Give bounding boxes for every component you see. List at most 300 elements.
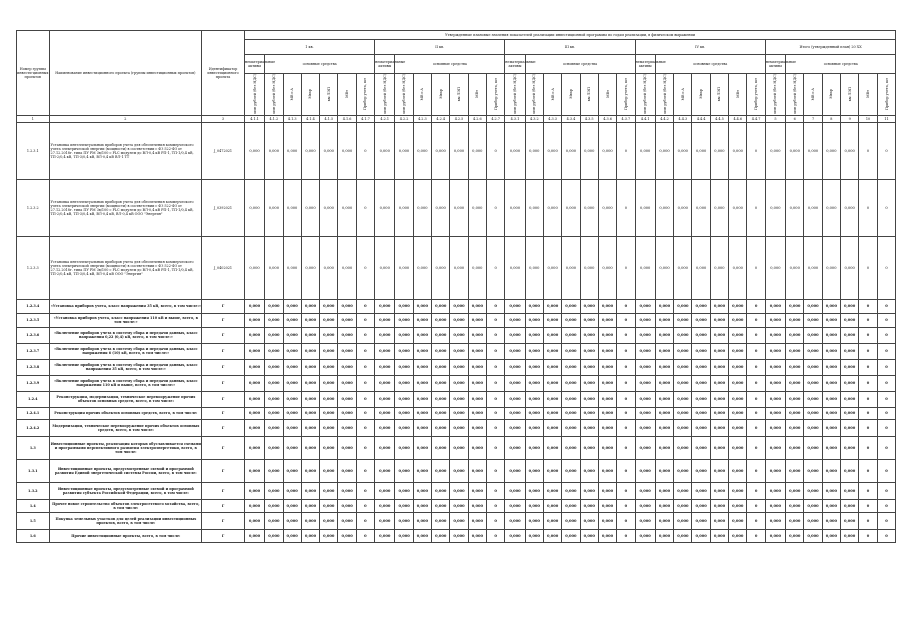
row-value: 0 <box>859 482 877 499</box>
row-value: 0,000 <box>562 343 580 359</box>
row-project-name: Инвестиционные проекты, реализация которых обуславливается схемами и программами перспективного развития электроэнергетики, всего, в том числе: <box>49 436 202 459</box>
row-value: 0,000 <box>692 375 710 391</box>
row-value: 0,000 <box>450 375 468 391</box>
row-value: 0,000 <box>413 407 431 419</box>
row-value: 0,000 <box>786 299 804 313</box>
group-os-5: основные средства <box>786 55 896 74</box>
row-value: 0 <box>617 236 635 299</box>
row-value: 0,000 <box>786 459 804 482</box>
row-value: 0,000 <box>562 512 580 529</box>
row-project-id: Г <box>202 327 245 343</box>
row-value: 0,000 <box>244 359 264 375</box>
row-value: 0,000 <box>468 179 486 236</box>
row-value: 0,000 <box>822 407 840 419</box>
table-row <box>17 313 896 327</box>
row-value: 0,000 <box>450 122 468 179</box>
row-value: 0,000 <box>635 375 655 391</box>
row-value: 0,000 <box>635 419 655 436</box>
row-value: 0 <box>486 482 504 499</box>
row-value: 0,000 <box>841 391 859 407</box>
row-value: 0,000 <box>450 419 468 436</box>
row-value: 0 <box>617 313 635 327</box>
row-value: 0,000 <box>244 459 264 482</box>
row-value: 0,000 <box>580 299 598 313</box>
row-value: 0,000 <box>598 236 616 299</box>
row-value: 0,000 <box>804 313 822 327</box>
col-number: 3 <box>202 115 245 122</box>
row-value: 0,000 <box>822 313 840 327</box>
row-value: 0 <box>859 179 877 236</box>
col-number: 4.1.7 <box>356 115 374 122</box>
row-value: 0,000 <box>413 299 431 313</box>
row-value: 0,000 <box>413 529 431 542</box>
row-value: 0 <box>859 359 877 375</box>
row-value: 0,000 <box>413 179 431 236</box>
row-value: 0,000 <box>413 327 431 343</box>
col-number: 4.2.4 <box>432 115 450 122</box>
sub-label-1-3-text: МВ×А <box>290 87 295 101</box>
row-value: 0,000 <box>375 482 395 499</box>
sub-label-2-7 <box>486 74 504 116</box>
row-value: 0 <box>356 436 374 459</box>
row-value: 0,000 <box>301 407 319 419</box>
sub-label-2-6-text: МВт <box>475 89 480 98</box>
row-value: 0,000 <box>692 499 710 512</box>
row-value: 0,000 <box>525 179 543 236</box>
row-value: 0,000 <box>283 436 301 459</box>
row-value: 0,000 <box>804 343 822 359</box>
row-value: 0,000 <box>580 236 598 299</box>
row-value: 0,000 <box>244 122 264 179</box>
row-number: 1.3 <box>17 436 50 459</box>
row-value: 0,000 <box>580 512 598 529</box>
row-value: 0 <box>747 122 765 179</box>
row-value: 0,000 <box>450 343 468 359</box>
row-value: 0,000 <box>301 512 319 529</box>
row-value: 0,000 <box>543 436 561 459</box>
row-value: 0,000 <box>432 459 450 482</box>
row-value: 0 <box>877 482 896 499</box>
row-value: 0,000 <box>450 529 468 542</box>
row-value: 0,000 <box>804 512 822 529</box>
row-value: 0,000 <box>729 529 747 542</box>
sub-label-3-4 <box>562 74 580 116</box>
row-value: 0,000 <box>395 499 413 512</box>
row-value: 0,000 <box>450 499 468 512</box>
row-number: 1.2.3.4 <box>17 299 50 313</box>
row-value: 0,000 <box>786 327 804 343</box>
row-value: 0,000 <box>692 512 710 529</box>
row-value: 0 <box>617 179 635 236</box>
row-value: 0,000 <box>729 327 747 343</box>
sub-label-2-3-text: МВ×А <box>420 87 425 101</box>
row-value: 0,000 <box>598 327 616 343</box>
row-value: 0,000 <box>244 375 264 391</box>
row-value: 0,000 <box>729 512 747 529</box>
row-value: 0 <box>617 359 635 375</box>
col-number: 4.4.4 <box>692 115 710 122</box>
row-value: 0,000 <box>265 459 283 482</box>
row-value: 0,000 <box>244 419 264 436</box>
row-project-name: Установка интеллектуальных приборов учета для обеспечения коммерческого учета электрической энергии (мощности) в соответствии с ФЗ 522-ФЗ от 27.12.2018г. типа ПУ РМ 3в/100 с PLC модулем до ВЛ-0,4 кВ РП-1, ТП-1/0,4 кВ, ТП-2/0,4 кВ, ТП-3/0,4 кВ, ВЛ-0,4 кВ ООО "Энергия" <box>49 236 202 299</box>
row-value: 0 <box>859 499 877 512</box>
row-project-id: Г <box>202 343 245 359</box>
sub-label-2-2-text: млн рублей (без НДС) <box>402 74 407 114</box>
row-value: 0,000 <box>244 236 264 299</box>
col-number: 11 <box>877 115 896 122</box>
row-value: 0 <box>747 407 765 419</box>
row-value: 0,000 <box>635 459 655 482</box>
sub-label-4-1 <box>635 74 655 116</box>
row-value: 0,000 <box>468 407 486 419</box>
table-body <box>17 122 896 542</box>
period-2: II кв. <box>375 40 505 55</box>
row-project-id: Г <box>202 313 245 327</box>
row-value: 0,000 <box>338 236 356 299</box>
row-value: 0,000 <box>786 179 804 236</box>
col-number: 6 <box>786 115 804 122</box>
row-value: 0,000 <box>655 391 673 407</box>
row-value: 0,000 <box>468 375 486 391</box>
row-value: 0 <box>747 529 765 542</box>
row-value: 0 <box>356 459 374 482</box>
row-value: 0,000 <box>822 327 840 343</box>
row-value: 0 <box>747 359 765 375</box>
sub-label-5-5 <box>841 74 859 116</box>
row-value: 0,000 <box>338 436 356 459</box>
row-value: 0,000 <box>543 499 561 512</box>
row-value: 0,000 <box>244 299 264 313</box>
row-value: 0,000 <box>580 327 598 343</box>
row-value: 0,000 <box>468 236 486 299</box>
row-value: 0 <box>617 529 635 542</box>
group-os-4: основные средства <box>655 55 765 74</box>
row-value: 0,000 <box>468 122 486 179</box>
row-value: 0,000 <box>655 327 673 343</box>
row-value: 0 <box>486 529 504 542</box>
sub-label-3-7 <box>617 74 635 116</box>
row-value: 0,000 <box>338 482 356 499</box>
row-value: 0,000 <box>375 179 395 236</box>
row-value: 0,000 <box>635 436 655 459</box>
row-value: 0,000 <box>841 313 859 327</box>
row-value: 0,000 <box>395 236 413 299</box>
row-value: 0,000 <box>283 419 301 436</box>
row-value: 0 <box>617 299 635 313</box>
row-value: 0,000 <box>468 299 486 313</box>
row-value: 0,000 <box>710 313 728 327</box>
row-value: 0,000 <box>265 122 283 179</box>
row-value: 0,000 <box>395 327 413 343</box>
row-value: 0,000 <box>468 459 486 482</box>
row-value: 0,000 <box>804 391 822 407</box>
row-value: 0,000 <box>450 327 468 343</box>
row-project-name: «Включение приборов учета в систему сбора и передачи данных, класс напряжения 0,22 (0,4) кВ, всего, в том числе:» <box>49 327 202 343</box>
sub-label-1-5 <box>320 74 338 116</box>
row-value: 0 <box>747 343 765 359</box>
table-row <box>17 299 896 313</box>
row-value: 0 <box>356 299 374 313</box>
row-value: 0,000 <box>265 313 283 327</box>
row-project-name: Реконструкция прочих объектов основных средств, всего, в том числе: <box>49 407 202 419</box>
row-value: 0,000 <box>375 419 395 436</box>
row-value: 0,000 <box>320 343 338 359</box>
row-value: 0 <box>747 179 765 236</box>
row-value: 0,000 <box>413 313 431 327</box>
row-value: 0,000 <box>525 299 543 313</box>
row-project-id: J_0392021 <box>202 179 245 236</box>
row-value: 0,000 <box>580 407 598 419</box>
row-value: 0,000 <box>841 436 859 459</box>
row-number: 1.2.4.2 <box>17 419 50 436</box>
row-value: 0,000 <box>765 482 785 499</box>
row-value: 0,000 <box>338 407 356 419</box>
sub-label-4-4 <box>692 74 710 116</box>
row-value: 0 <box>486 512 504 529</box>
row-value: 0,000 <box>655 499 673 512</box>
row-project-id: Г <box>202 529 245 542</box>
row-value: 0,000 <box>674 343 692 359</box>
sub-label-4-7 <box>747 74 765 116</box>
row-value: 0,000 <box>505 499 525 512</box>
row-value: 0,000 <box>320 375 338 391</box>
row-project-name: Инвестиционные проекты, предусмотренные схемой и программой развития Единой энергетической системы России, всего, в том числе: <box>49 459 202 482</box>
col-number: 8 <box>822 115 840 122</box>
row-value: 0,000 <box>265 407 283 419</box>
row-value: 0,000 <box>674 391 692 407</box>
row-value: 0,000 <box>543 313 561 327</box>
row-value: 0,000 <box>244 179 264 236</box>
col-project-name: Наименование инвестиционного проекта (группы инвестиционных проектов) <box>49 31 202 116</box>
row-value: 0,000 <box>450 313 468 327</box>
row-value: 0,000 <box>505 459 525 482</box>
row-value: 0,000 <box>413 436 431 459</box>
row-value: 0 <box>877 512 896 529</box>
row-value: 0,000 <box>674 313 692 327</box>
row-value: 0,000 <box>395 375 413 391</box>
row-value: 0,000 <box>265 236 283 299</box>
row-value: 0,000 <box>692 236 710 299</box>
row-value: 0,000 <box>598 529 616 542</box>
row-value: 0 <box>486 436 504 459</box>
row-project-name: Модернизация, техническое перевооружение прочих объектов основных средств, всего, в том числе: <box>49 419 202 436</box>
row-value: 0,000 <box>320 436 338 459</box>
row-value: 0,000 <box>635 407 655 419</box>
sub-label-4-2-text: млн рублей (без НДС) <box>662 74 667 114</box>
row-value: 0,000 <box>432 419 450 436</box>
row-value: 0,000 <box>320 407 338 419</box>
row-value: 0,000 <box>468 391 486 407</box>
row-value: 0,000 <box>320 391 338 407</box>
row-value: 0,000 <box>674 512 692 529</box>
row-value: 0,000 <box>692 299 710 313</box>
sub-label-3-2-text: млн рублей (без НДС) <box>532 74 537 114</box>
row-value: 0,000 <box>320 327 338 343</box>
row-value: 0,000 <box>765 529 785 542</box>
sub-label-1-4-text: Мвар <box>308 89 313 99</box>
row-value: 0,000 <box>580 343 598 359</box>
row-value: 0,000 <box>841 419 859 436</box>
row-value: 0,000 <box>822 529 840 542</box>
row-value: 0 <box>877 436 896 459</box>
row-value: 0,000 <box>244 391 264 407</box>
row-value: 0,000 <box>804 459 822 482</box>
row-value: 0,000 <box>822 512 840 529</box>
row-value: 0,000 <box>710 529 728 542</box>
row-value: 0,000 <box>729 499 747 512</box>
row-value: 0,000 <box>265 359 283 375</box>
row-value: 0,000 <box>468 419 486 436</box>
row-value: 0,000 <box>635 236 655 299</box>
row-project-id: Г <box>202 459 245 482</box>
row-value: 0,000 <box>338 343 356 359</box>
row-value: 0,000 <box>283 499 301 512</box>
row-value: 0,000 <box>729 122 747 179</box>
period-4: IV кв. <box>635 40 765 55</box>
row-value: 0,000 <box>841 122 859 179</box>
row-value: 0,000 <box>375 459 395 482</box>
row-value: 0,000 <box>562 179 580 236</box>
row-value: 0,000 <box>320 512 338 529</box>
row-value: 0,000 <box>375 407 395 419</box>
row-value: 0,000 <box>729 343 747 359</box>
col-number: 1 <box>17 115 50 122</box>
row-number: 1.3.1 <box>17 459 50 482</box>
row-value: 0,000 <box>655 512 673 529</box>
row-value: 0,000 <box>841 459 859 482</box>
row-value: 0 <box>617 499 635 512</box>
row-value: 0,000 <box>432 327 450 343</box>
row-value: 0,000 <box>395 482 413 499</box>
row-value: 0,000 <box>301 299 319 313</box>
group-nma-1: нематериальные активы <box>244 55 264 74</box>
row-value: 0,000 <box>320 236 338 299</box>
row-value: 0,000 <box>710 122 728 179</box>
row-value: 0,000 <box>301 179 319 236</box>
row-value: 0,000 <box>432 482 450 499</box>
row-value: 0,000 <box>543 529 561 542</box>
row-value: 0,000 <box>505 436 525 459</box>
row-value: 0,000 <box>674 122 692 179</box>
table-row <box>17 375 896 391</box>
row-value: 0 <box>877 407 896 419</box>
row-value: 0,000 <box>841 359 859 375</box>
col-number: 4.3.1 <box>505 115 525 122</box>
row-value: 0,000 <box>395 529 413 542</box>
row-value: 0,000 <box>413 236 431 299</box>
row-value: 0,000 <box>710 375 728 391</box>
row-value: 0 <box>486 407 504 419</box>
row-value: 0 <box>859 512 877 529</box>
row-value: 0,000 <box>841 482 859 499</box>
row-value: 0,000 <box>822 436 840 459</box>
row-value: 0 <box>486 179 504 236</box>
sub-label-2-1-text: млн рублей (без НДС) <box>382 74 387 114</box>
row-value: 0,000 <box>375 299 395 313</box>
super-title: Утвержденные плановые значения показателей реализации инвестиционной программы по годам реализации, в физическом выражении <box>244 31 896 40</box>
col-number: 4.3.4 <box>562 115 580 122</box>
table-row <box>17 436 896 459</box>
row-value: 0,000 <box>395 179 413 236</box>
row-value: 0,000 <box>525 343 543 359</box>
col-number: 4.1.2 <box>265 115 283 122</box>
row-value: 0,000 <box>804 482 822 499</box>
row-value: 0,000 <box>375 391 395 407</box>
row-value: 0,000 <box>338 122 356 179</box>
row-value: 0,000 <box>432 499 450 512</box>
row-value: 0,000 <box>674 499 692 512</box>
row-value: 0,000 <box>283 529 301 542</box>
row-value: 0,000 <box>395 299 413 313</box>
row-value: 0 <box>486 313 504 327</box>
row-project-name: «Включение приборов учета в систему сбора и передачи данных, класс напряжения 35 кВ, всего, в том числе:» <box>49 359 202 375</box>
row-value: 0,000 <box>655 407 673 419</box>
row-value: 0 <box>617 436 635 459</box>
row-value: 0,000 <box>822 499 840 512</box>
row-value: 0,000 <box>320 499 338 512</box>
row-value: 0,000 <box>655 436 673 459</box>
col-number: 7 <box>804 115 822 122</box>
row-project-name: Прочее новое строительство объектов электросетевого хозяйства, всего, в том числе: <box>49 499 202 512</box>
row-value: 0,000 <box>822 343 840 359</box>
row-value: 0,000 <box>338 359 356 375</box>
row-value: 0,000 <box>265 391 283 407</box>
row-value: 0,000 <box>395 343 413 359</box>
sub-label-3-6 <box>598 74 616 116</box>
row-value: 0,000 <box>804 327 822 343</box>
row-value: 0,000 <box>765 299 785 313</box>
row-value: 0,000 <box>692 436 710 459</box>
row-value: 0,000 <box>413 419 431 436</box>
sub-label-2-5 <box>450 74 468 116</box>
row-value: 0,000 <box>525 327 543 343</box>
row-value: 0,000 <box>598 391 616 407</box>
row-value: 0,000 <box>692 419 710 436</box>
sub-label-4-7-text: Прибор учета, шт <box>754 77 759 110</box>
row-value: 0,000 <box>375 343 395 359</box>
row-value: 0,000 <box>674 327 692 343</box>
row-value: 0,000 <box>375 529 395 542</box>
row-value: 0,000 <box>765 313 785 327</box>
row-value: 0 <box>859 436 877 459</box>
row-value: 0,000 <box>375 512 395 529</box>
row-value: 0,000 <box>692 313 710 327</box>
row-value: 0 <box>747 512 765 529</box>
row-value: 0,000 <box>765 436 785 459</box>
row-value: 0,000 <box>301 419 319 436</box>
row-number: 1.2.3.2 <box>17 179 50 236</box>
row-value: 0,000 <box>804 436 822 459</box>
document-page <box>16 30 895 543</box>
row-value: 0,000 <box>580 313 598 327</box>
row-value: 0,000 <box>786 407 804 419</box>
row-value: 0,000 <box>320 299 338 313</box>
row-value: 0,000 <box>283 359 301 375</box>
row-value: 0,000 <box>505 359 525 375</box>
row-value: 0 <box>877 313 896 327</box>
row-value: 0,000 <box>395 359 413 375</box>
row-value: 0,000 <box>320 459 338 482</box>
row-value: 0 <box>747 482 765 499</box>
row-value: 0 <box>859 122 877 179</box>
row-value: 0,000 <box>635 482 655 499</box>
row-value: 0,000 <box>543 179 561 236</box>
row-value: 0,000 <box>729 482 747 499</box>
col-project-id: Идентификатор инвестиционного проекта <box>202 31 245 116</box>
row-project-id: Г <box>202 436 245 459</box>
row-value: 0,000 <box>338 529 356 542</box>
row-value: 0,000 <box>841 179 859 236</box>
